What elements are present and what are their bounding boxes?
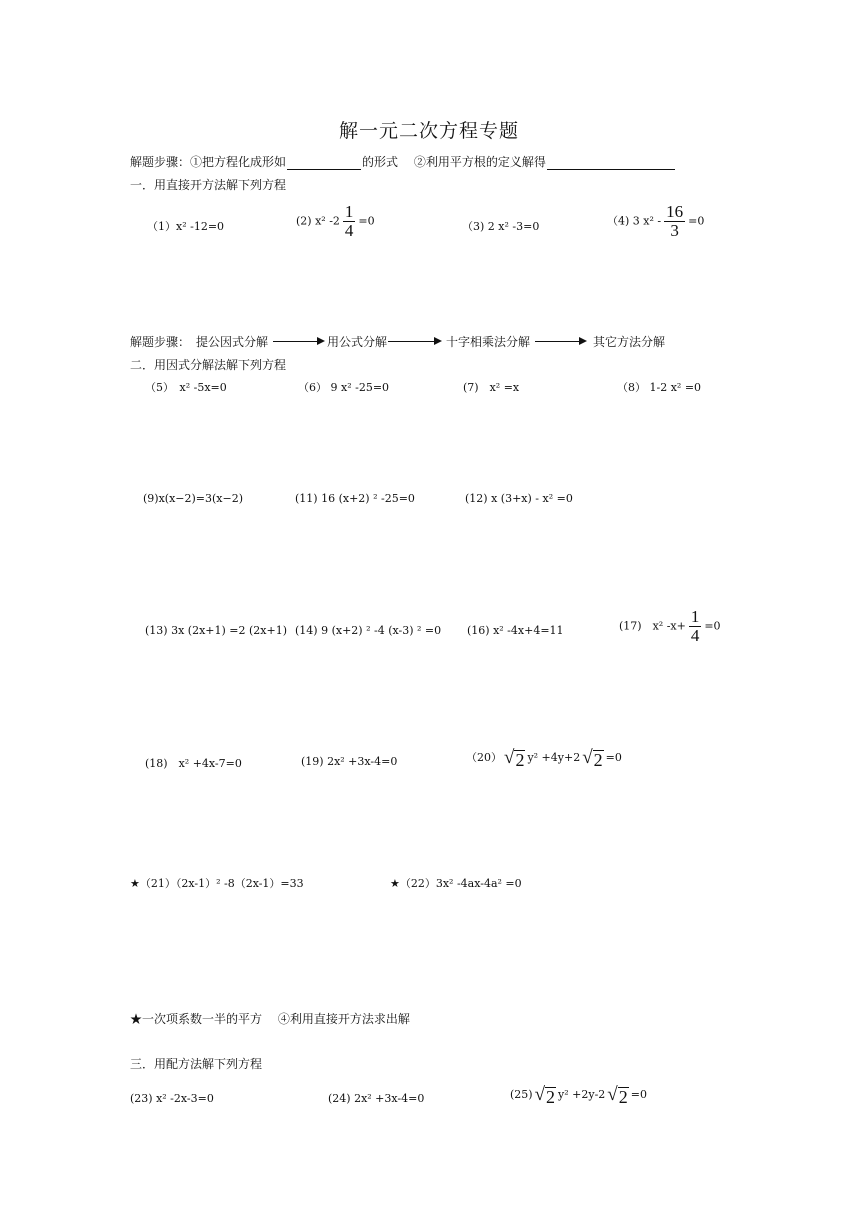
radicand: 2 — [515, 750, 525, 770]
equation-25 — [510, 1084, 647, 1106]
equation-5: （5） x² -5x=0 — [145, 381, 227, 394]
equation-17-prefix: (17) x² -x+ — [619, 619, 686, 633]
square-root: √ 2 — [504, 747, 525, 770]
numerator: 16 — [666, 202, 684, 221]
step-three-line: ★一次项系数一半的平方 ④利用直接开方法求出解 — [130, 1012, 410, 1026]
step-factor-formula: 用公式分解 — [327, 335, 388, 349]
square-root: √ 2 — [582, 747, 603, 770]
square-root: √ 2 — [607, 1084, 628, 1107]
step-factor-cross: 十字相乘法分解 — [446, 335, 531, 349]
equation-4 — [607, 203, 704, 240]
equation-3: （3) 2 x² -3=0 — [462, 220, 540, 233]
numerator: 1 — [690, 607, 700, 626]
equation-4-prefix: （4) 3 x² - — [607, 214, 662, 228]
radicand: 2 — [593, 750, 603, 770]
denominator: 3 — [670, 221, 679, 240]
equation-16: (16) x² -4x+4=11 — [467, 624, 564, 637]
equation-25-prefix: (25) — [510, 1088, 533, 1101]
radicand: 2 — [546, 1087, 556, 1107]
right-arrow-icon — [273, 341, 323, 342]
equation-20 — [466, 747, 622, 769]
equation-24: (24) 2x² +3x-4=0 — [328, 1092, 425, 1105]
equation-25-middle: y² +2y-2 — [558, 1088, 606, 1101]
section-one-heading: 一．用直接开方法解下列方程 — [130, 178, 287, 192]
equation-12: (12) x (3+x) - x² =0 — [465, 492, 573, 505]
equation-20-suffix: =0 — [605, 751, 622, 764]
step-one-text-c: ②利用平方根的定义解得 — [413, 155, 546, 169]
section-three-heading: 三．用配方法解下列方程 — [130, 1057, 263, 1071]
equation-18: (18) x² +4x-7=0 — [145, 757, 242, 770]
equation-13: (13) 3x (2x+1) =2 (2x+1) — [145, 624, 287, 637]
answer-blank — [547, 157, 675, 170]
equation-1: （1）x² -12=0 — [147, 220, 225, 233]
equation-4-suffix: =0 — [688, 214, 705, 228]
equation-19: (19) 2x² +3x-4=0 — [301, 755, 398, 768]
right-arrow-icon — [535, 341, 585, 342]
step-one-line — [130, 153, 676, 170]
step-factor-other: 其它方法分解 — [593, 335, 666, 349]
equation-20-prefix: （20） — [466, 751, 502, 764]
equation-11: (11) 16 (x+2) ² -25=0 — [295, 492, 415, 505]
fraction — [689, 608, 702, 645]
equation-14: (14) 9 (x+2) ² -4 (x-3) ² =0 — [295, 624, 442, 637]
radicand: 2 — [618, 1087, 628, 1107]
page-title: 解一元二次方程专题 — [339, 120, 520, 142]
equation-21: ★（21）（2x-1）² -8（2x-1）=33 — [130, 877, 304, 890]
equation-2-prefix: (2) x² -2 — [296, 214, 340, 228]
step-one-text-a: 解题步骤：①把方程化成形如 — [130, 155, 287, 169]
equation-17 — [619, 608, 721, 645]
equation-6: （6） 9 x² -25=0 — [298, 381, 390, 394]
step-one-text-b: 的形式 — [362, 155, 399, 169]
fraction — [343, 203, 356, 240]
section-two-heading: 二．用因式分解法解下列方程 — [130, 358, 287, 372]
equation-2-suffix: =0 — [358, 214, 375, 228]
answer-blank — [287, 157, 361, 170]
equation-2 — [296, 203, 375, 240]
denominator: 4 — [690, 626, 700, 645]
denominator: 4 — [344, 221, 354, 240]
equation-23: (23) x² -2x-3=0 — [130, 1092, 214, 1105]
equation-20-middle: y² +4y+2 — [527, 751, 581, 764]
step-factor-common: 提公因式分解 — [196, 335, 269, 349]
equation-17-suffix: =0 — [704, 619, 721, 633]
equation-9: (9)x(x−2)=3(x−2) — [143, 492, 244, 505]
fraction — [664, 203, 685, 240]
right-arrow-icon — [388, 341, 440, 342]
square-root: √ 2 — [534, 1084, 556, 1107]
equation-22: ★（22）3x² -4ax-4a² =0 — [390, 877, 522, 890]
step-two-label: 解题步骤： — [130, 335, 191, 349]
numerator: 1 — [344, 202, 354, 221]
equation-7: (7) x² =x — [463, 381, 520, 394]
equation-8: （8） 1-2 x² =0 — [617, 381, 702, 394]
equation-25-suffix: =0 — [630, 1088, 647, 1101]
